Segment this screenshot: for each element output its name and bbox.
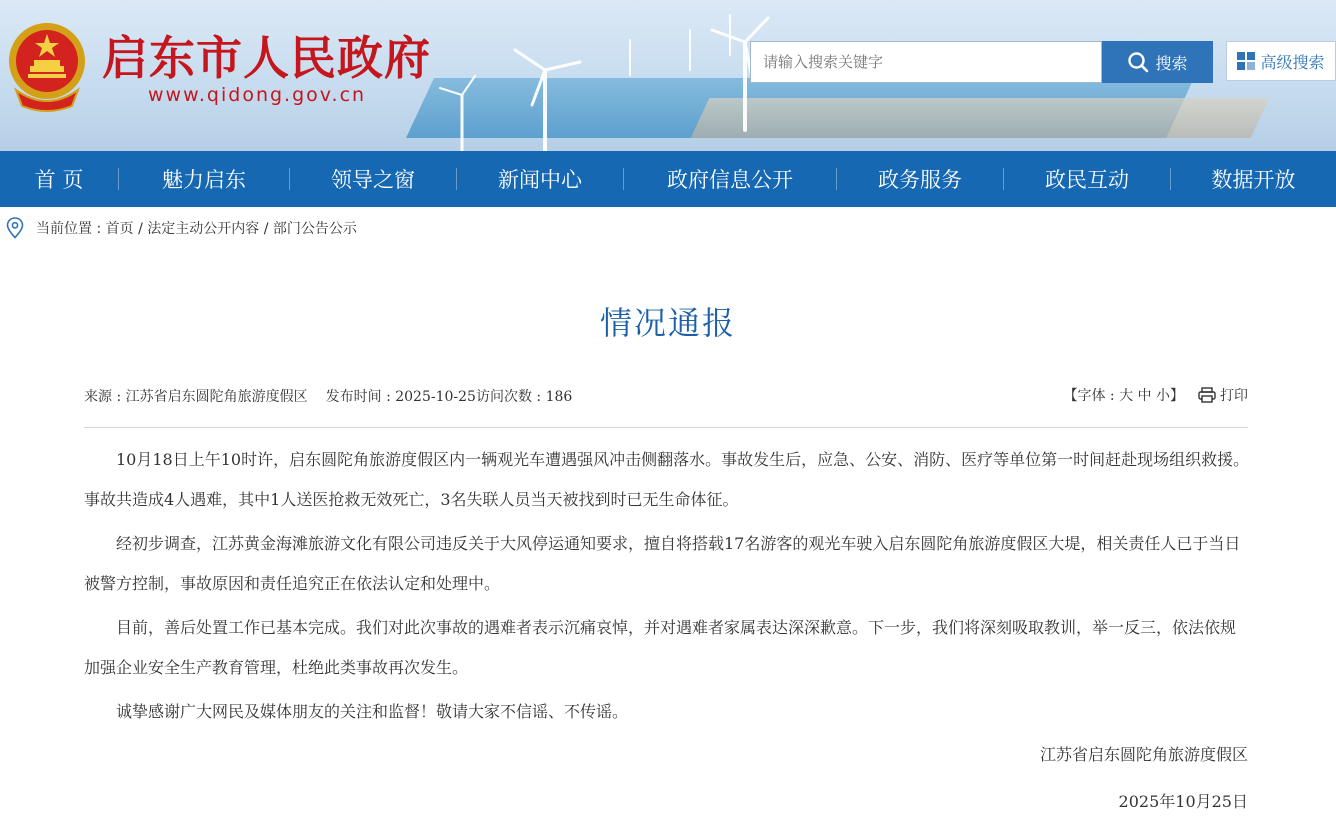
article-tools [1063, 385, 1248, 405]
location-pin-icon [6, 217, 24, 239]
printer-icon [1198, 387, 1216, 403]
article-publish-time: 发布时间 : 2025-10-25 [325, 389, 476, 405]
search-button-label: 搜索 [1155, 53, 1188, 73]
nav-item-open-data[interactable] [1171, 151, 1336, 207]
article-visits: 访问次数 : 186 [475, 389, 573, 405]
article-paragraph: 经初步调查，江苏黄金海滩旅游文化有限公司违反关于大风停运通知要求，擅自将搭载17名游客的观光车驶入启东圆陀角旅游度假区大堤，相关责任人已于当日被警方控制，事故原因和责任追究正在依法认定和处理中。 [84, 534, 1241, 593]
breadcrumb-link-statutory[interactable]: 法定主动公开内容 [147, 221, 260, 237]
breadcrumb-prefix: 当前位置 : [36, 221, 106, 237]
nav-item-label: 数据开放 [1211, 168, 1296, 192]
nav-item-label: 魅力启东 [162, 168, 246, 192]
article-paragraph: 目前，善后处置工作已基本完成。我们对此次事故的遇难者表示沉痛哀悼，并对遇难者家属表达深深歉意。下一步，我们将深刻吸取教训，举一反三，依法依规加强企业安全生产教育管理，杜绝此类事故再次发生。 [84, 618, 1237, 677]
nav-item-leaders[interactable] [290, 151, 456, 207]
main-nav [0, 151, 1336, 207]
header-banner [0, 0, 1336, 151]
nav-item-home[interactable] [0, 151, 118, 207]
nav-item-label: 政府信息公开 [667, 168, 793, 192]
article-title: 情况通报 [599, 304, 736, 342]
nav-item-gov-info[interactable] [624, 151, 836, 207]
article-body [84, 440, 1250, 736]
article-paragraph: 诚挚感谢广大网民及媒体朋友的关注和监督！敬请大家不信谣、不传谣。 [116, 702, 629, 721]
nav-item-interaction[interactable] [1004, 151, 1170, 207]
search-input[interactable] [750, 41, 1102, 83]
advanced-search-label: 高级搜索 [1260, 52, 1325, 72]
article-meta [84, 386, 572, 406]
breadcrumb-link-announcements[interactable]: 部门公告公示 [272, 221, 357, 237]
national-emblem-icon [6, 20, 88, 112]
nav-item-label: 政务服务 [878, 168, 962, 192]
article-date: 2025年10月25日 [1118, 792, 1248, 811]
breadcrumb-link-home[interactable]: 首页 [105, 221, 134, 237]
print-button[interactable] [1198, 385, 1248, 405]
nav-item-label: 政民互动 [1045, 168, 1129, 192]
breadcrumb-separator: / [133, 221, 148, 237]
advanced-search-button[interactable] [1226, 41, 1336, 81]
article-divider [84, 427, 1248, 428]
print-label: 打印 [1220, 388, 1248, 404]
breadcrumb [6, 217, 357, 239]
article-paragraph: 10月18日上午10时许，启东圆陀角旅游度假区内一辆观光车遭遇强风冲击侧翻落水。事故发生后，应急、公安、消防、医疗等单位第一时间赶赴现场组织救援。事故共造成4人遇难，其中1人送医抢救无效死亡，3名失联人员当天被找到时已无生命体征。 [84, 450, 1250, 509]
font-size-switcher[interactable]: 【字体 : 大 中 小】 [1063, 388, 1184, 404]
nav-item-charm-qidong[interactable] [119, 151, 289, 207]
nav-item-news[interactable] [457, 151, 623, 207]
grid-icon [1237, 52, 1255, 70]
nav-item-label: 领导之窗 [331, 168, 415, 192]
site-url[interactable]: www.qidong.gov.cn [148, 84, 367, 106]
article-source: 来源 : 江苏省启东圆陀角旅游度假区 [84, 389, 308, 405]
site-name[interactable]: 启东市人民政府 [102, 31, 431, 85]
search-icon [1127, 51, 1149, 73]
nav-item-label: 首 页 [34, 168, 84, 192]
article-signature: 江苏省启东圆陀角旅游度假区 [1039, 745, 1248, 764]
nav-item-label: 新闻中心 [498, 168, 582, 192]
search-button[interactable] [1102, 41, 1213, 83]
nav-item-gov-services[interactable] [837, 151, 1003, 207]
breadcrumb-separator: / [259, 221, 273, 237]
